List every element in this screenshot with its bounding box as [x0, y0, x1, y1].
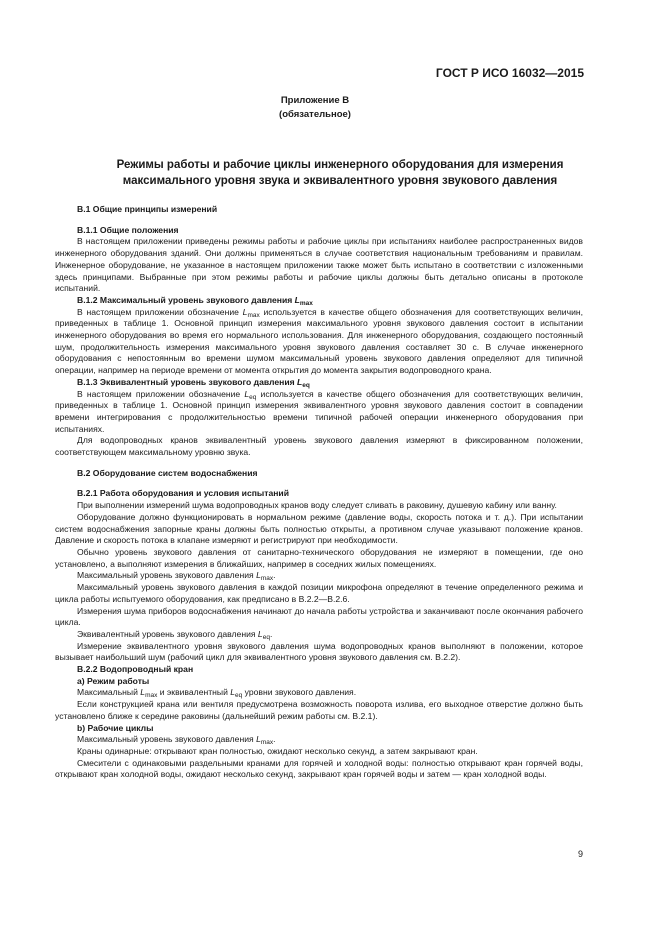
item-a-heading: a) Режим работы [77, 675, 150, 686]
symbol-subscript: eq [302, 381, 310, 389]
heading-text: В.1.3 Эквивалентный уровень звукового давления [77, 376, 298, 387]
item-b-paragraph-3: Смесители с одинаковыми раздельными кранами для горячей и холодной воды: полностью открывают кран горячей воды, открывают кран холодной воды, ожидают несколько секунд, закрывают кран горячей воды и затем — кран холодной воды. [55, 757, 583, 780]
section-b21-paragraph-7 [55, 629, 583, 641]
section-b21-heading: В.2.1 Работа оборудования и условия испытаний [77, 488, 289, 499]
section-b2-heading: В.2 Оборудование систем водоснабжения [77, 467, 258, 478]
symbol: L [294, 294, 300, 305]
symbol: L [242, 306, 248, 317]
item-a-paragraph-2: Если конструкцией крана или вентиля предусмотрена возможность поворота излива, его выходное отверстие должно быть установлено ближе к середине раковины (дальнейший режим работы см. В.2.1). [55, 699, 583, 721]
text: В настоящем приложении обозначение [77, 306, 243, 317]
document-body [55, 200, 583, 781]
annex-title-line2: максимального уровня звука и эквивалентного уровня звукового давления [122, 175, 558, 187]
heading-text: В.1.2 Максимальный уровень звукового давления [77, 294, 295, 305]
annex-title-line1: Режимы работы и рабочие циклы инженерного оборудования для измерения [116, 159, 564, 171]
item-b-paragraph-2: Краны одинарные: открывают кран полностью, ожидают несколько секунд, а затем закрывают кран. [77, 745, 478, 756]
section-b13-paragraph [55, 389, 583, 436]
text: Эквивалентный уровень звукового давления [77, 628, 258, 639]
section-b21-paragraph-5: Максимальный уровень звукового давления в каждой позиции микрофона определяют в течение определенного режима и цикла работы испытуемого оборудования, как предписано в В.2.2—В.2.6. [55, 582, 583, 604]
symbol: L [257, 628, 263, 639]
section-b21-paragraph-1: При выполнении измерений шума водопроводных кранов воду следует сливать в раковину, душевую кабину или ванну. [77, 500, 557, 511]
symbol: L [256, 734, 261, 745]
section-b1-heading: В.1 Общие принципы измерений [77, 204, 218, 214]
annex-heading [0, 94, 630, 122]
section-b21-paragraph-8: Измерение эквивалентного уровня звукового давления шума водопроводных кранов выполняют в положении, которое вызывает наибольший шум (рабочий цикл для эквивалентного уровня звукового давления см. В.2.2). [55, 640, 583, 663]
text: . [273, 734, 276, 745]
symbol: L [230, 687, 236, 698]
symbol-subscript: max [145, 692, 158, 700]
section-b21-paragraph-3: Обычно уровень звукового давления от санитарно-технического оборудования не измеряют в помещении, где оно установлено, а выполняют измерения в ближайших, например в соседних жилых помещениях. [55, 546, 583, 569]
text: Максимальный [77, 687, 141, 698]
symbol: L [297, 376, 303, 387]
text: . [273, 570, 276, 581]
page-number: 9 [577, 849, 583, 859]
symbol-subscript: eq [262, 633, 270, 641]
symbol-subscript: max [260, 739, 274, 747]
symbol-subscript: max [260, 575, 274, 583]
section-b22-heading: В.2.2 Водопроводный кран [77, 664, 194, 675]
section-b11-paragraph: В настоящем приложении приведены режимы работы и рабочие циклы при испытаниях наиболее распространенных видов инженерного оборудования зданий. Они должны применяться в случае соответствия национальным требованиям и правилам. Инженерное оборудование, не указанное в настоящем приложении также может быть испытано в соответствии с изложенными здесь принципами. Выбранные при этом режимы работы и рабочие циклы должны быть детально описаны в протоколе испытаний. [55, 236, 583, 294]
symbol-subscript: eq [235, 692, 243, 700]
text: используется в качестве общего обозначения для соответствующих величин, приведенных в таблице 1. Основной принцип измерения эквивалентного уровня звукового давления состоит в совпадении времени интегрирования с продолжительностью времени типичной рабочей операции инженерного оборудования при испытаниях. [55, 388, 584, 434]
text: . [269, 628, 273, 639]
item-b-heading: b) Рабочие циклы [77, 722, 154, 733]
section-b11-heading: В.1.1 Общие положения [77, 224, 179, 235]
text: В настоящем приложении обозначение [77, 388, 245, 399]
annex-title [80, 157, 600, 189]
symbol-subscript: max [299, 299, 313, 307]
standard-designation: ГОСТ Р ИСО 16032—2015 [435, 66, 584, 80]
annex-name: Приложение В [280, 95, 350, 106]
symbol: L [140, 687, 146, 698]
text: уровни звукового давления. [242, 687, 357, 698]
section-b12-paragraph [55, 307, 583, 377]
symbol-subscript: max [247, 311, 260, 319]
section-b21-paragraph-4 [55, 570, 583, 582]
annex-status: (обязательное) [279, 109, 351, 120]
section-b13-paragraph-2: Для водопроводных кранов эквивалентный уровень звукового давления измеряют в фиксированном положении, соответствующем максимальному уровню звука. [55, 435, 583, 458]
symbol: L [244, 388, 250, 399]
symbol: L [256, 570, 261, 581]
text: Максимальный уровень звукового давления [77, 570, 257, 581]
section-b21-paragraph-2: Оборудование должно функционировать в нормальном режиме (давление воды, скорость потока и т. д.). При испытании систем водоснабжения запорные краны должны быть полностью открыты, а противном случае указывают положение кранов. Давление и скорость потока в клапане измеряют и регистрируют при необходимости. [55, 511, 583, 546]
section-b13-heading [77, 377, 583, 389]
text: Максимальный уровень звукового давления [77, 734, 257, 745]
text: используется в качестве общего обозначения для соответствующих величин, приведенных в таблице 1. Основной принцип измерения максимального уровня звукового давления состоит в испытании инженерного оборудования во время его нормального использования. Для инженерного оборудования, создающего постоянный шум, продолжительность измерения максимального уровня звукового давления составляет 30 с. В случае инженерного оборудования с непостоянным во времени шумом максимальный уровень звукового давления определяют для типичной операции, например на периоде времени от момента открытия до момента закрытия водопроводного крана. [55, 306, 583, 376]
section-b12-heading [77, 295, 583, 307]
text: и эквивалентный [157, 687, 231, 698]
item-a-paragraph-1 [55, 687, 583, 699]
section-b21-paragraph-6: Измерения шума приборов водоснабжения начинают до начала работы устройства и заканчивают после окончания рабочего цикла. [55, 605, 583, 628]
item-b-paragraph-1 [55, 734, 583, 746]
symbol-subscript: eq [249, 393, 257, 401]
